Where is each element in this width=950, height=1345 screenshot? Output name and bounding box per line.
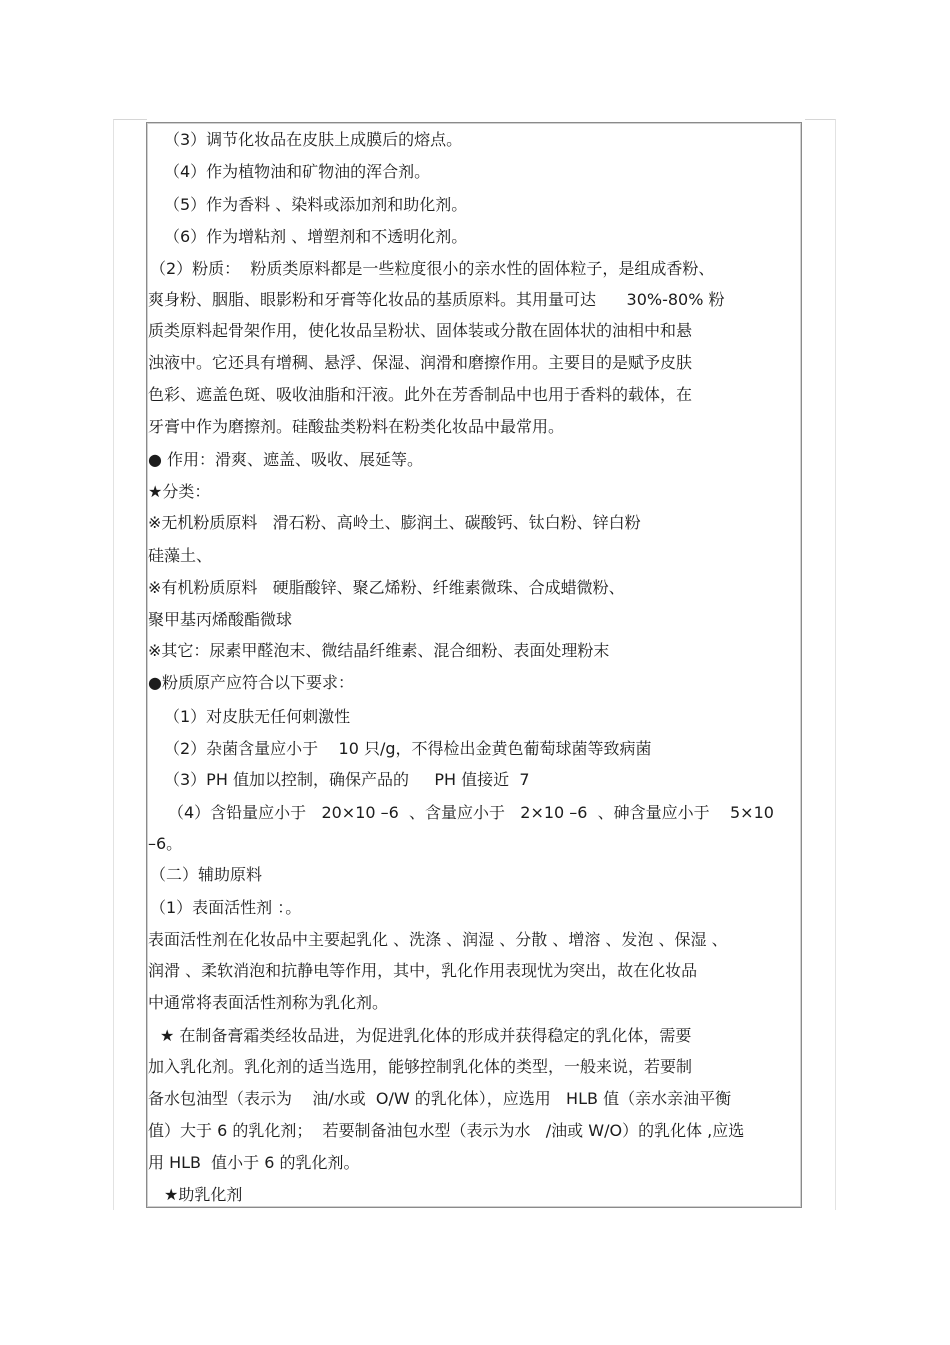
- left-margin-cell: [113, 119, 147, 1210]
- text-line: 爽身粉、胭脂、眼影粉和牙膏等化妆品的基质原料。其用量可达 30%-80% 粉: [148, 290, 725, 309]
- text-line: （3）PH 值加以控制，确保产品的 PH 值接近 7: [164, 770, 530, 789]
- text-line: （6）作为增粘剂 、增塑剂和不透明化剂。: [164, 227, 468, 246]
- text-line: （1）表面活性剂 ：。: [150, 898, 302, 917]
- bullet-line: ●粉质原产应符合以下要求：: [148, 673, 354, 692]
- text-line: （5）作为香料 、染料或添加剂和助化剂。: [164, 195, 468, 214]
- text-line: ※其它：尿素甲醛泡末、微结晶纤维素、混合细粉、表面处理粉末: [148, 641, 610, 660]
- text-line: 牙膏中作为磨擦剂。硅酸盐类粉料在粉类化妆品中最常用。: [148, 417, 565, 436]
- text-line: 色彩、遮盖色斑、吸收油脂和汗液。此外在芳香制品中也用于香料的载体，在: [148, 385, 693, 404]
- text-line: 值）大于 6 的乳化剂； 若要制备油包水型（表示为水 /油或 W/O）的乳化体 ,应选: [148, 1121, 745, 1140]
- text-line: 硅藻土、: [148, 546, 213, 565]
- text-line: 润滑 、柔软消泡和抗静电等作用，其中，乳化作用表现忧为突出，故在化妆品: [148, 961, 698, 980]
- text-line: （1）对皮肤无任何刺激性: [164, 707, 351, 726]
- section-heading: （二）辅助原料: [150, 865, 263, 884]
- bullet-line: ● 作用：滑爽、遮盖、吸收、展延等。: [148, 450, 424, 469]
- star-heading: ★分类：: [148, 482, 211, 501]
- text-line: ★ 在制备膏霜类经妆品进，为促进乳化体的形成并获得稳定的乳化体，需要: [160, 1026, 692, 1045]
- text-line: ※有机粉质原料 硬脂酸锌、聚乙烯粉、纤维素微珠、合成蜡微粉、: [148, 578, 625, 597]
- text-line: 聚甲基丙烯酸酯微球: [148, 610, 293, 629]
- text-line: 表面活性剂在化妆品中主要起乳化 、洗涤 、润湿 、分散 、增溶 、发泡 、保湿 、: [148, 930, 728, 949]
- text-line: 质类原料起骨架作用，使化妆品呈粉状、固体装或分散在固体状的油相中和悬: [148, 321, 693, 340]
- text-line: （3）调节化妆品在皮肤上成膜后的熔点。: [164, 130, 463, 149]
- text-line: （2）杂菌含量应小于 10 只/g，不得检出金黄色葡萄球菌等致病菌: [164, 739, 652, 758]
- text-line: 浊液中。它还具有增稠、悬浮、保湿、润滑和磨擦作用。主要目的是赋予皮肤: [148, 353, 693, 372]
- text-line: 中通常将表面活性剂称为乳化剂。: [148, 993, 389, 1012]
- right-margin-cell: [805, 119, 836, 1210]
- text-line: （4）含铅量应小于 20×10 –6 、含量应小于 2×10 –6 、砷含量应小于 5×10: [168, 803, 774, 822]
- star-heading: ★助乳化剂: [164, 1185, 243, 1204]
- text-line: （4）作为植物油和矿物油的浑合剂。: [164, 162, 431, 181]
- text-line: ※无机粉质原料 滑石粉、高岭土、膨润土、碳酸钙、钛白粉、锌白粉: [148, 513, 641, 532]
- text-line: 用 HLB 值小于 6 的乳化剂。: [148, 1153, 360, 1172]
- text-line: 备水包油型（表示为 油/水或 O/W 的乳化体），应选用 HLB 值（亲水亲油平衡: [148, 1089, 732, 1108]
- text-line: （2）粉质： 粉质类原料都是一些粒度很小的亲水性的固体粒子，是组成香粉、: [150, 259, 715, 278]
- text-line: –6。: [148, 834, 183, 853]
- text-line: 加入乳化剂。乳化剂的适当选用，能够控制乳化体的类型，一般来说，若要制: [148, 1057, 693, 1076]
